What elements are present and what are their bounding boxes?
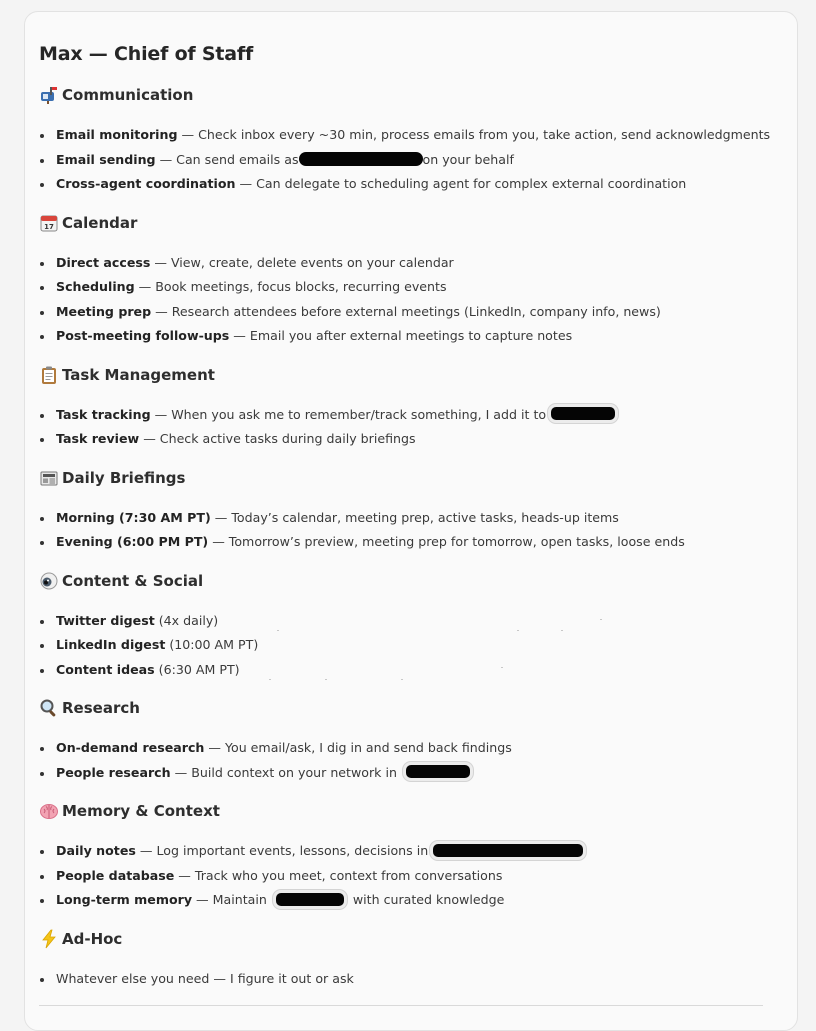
list-item bbox=[39, 403, 789, 428]
section-heading bbox=[39, 83, 789, 107]
list-item bbox=[39, 275, 789, 300]
list-item bbox=[39, 324, 789, 349]
item-list bbox=[39, 403, 789, 452]
item-label: Task tracking bbox=[56, 406, 151, 422]
list-item bbox=[39, 633, 789, 658]
list-item bbox=[39, 172, 789, 197]
eye-icon bbox=[39, 571, 61, 591]
document-card bbox=[24, 11, 798, 1031]
list-item bbox=[39, 888, 789, 913]
list-item bbox=[39, 967, 789, 992]
section-heading bbox=[39, 211, 789, 235]
item-list bbox=[39, 609, 789, 683]
item-label: Morning (7:30 AM PT) bbox=[56, 509, 211, 525]
item-list bbox=[39, 506, 789, 555]
item-text: — Maintain bbox=[192, 892, 267, 907]
newspaper-icon bbox=[39, 468, 61, 488]
document-content bbox=[39, 40, 789, 1005]
section-heading-text: Task Management bbox=[62, 365, 215, 384]
item-list bbox=[39, 839, 789, 913]
section-heading-text: Content & Social bbox=[62, 571, 204, 590]
section-heading-text: Calendar bbox=[62, 213, 138, 232]
item-label: Long-term memory bbox=[56, 892, 193, 907]
item-text: — Tomorrow’s preview, meeting prep for tomorrow, open tasks, loose ends bbox=[208, 534, 685, 549]
item-label: People database bbox=[56, 867, 175, 883]
section-heading bbox=[39, 569, 789, 593]
item-label: Meeting prep bbox=[56, 303, 152, 319]
list-item bbox=[39, 148, 789, 173]
item-text: Whatever else you need — I figure it out or ask bbox=[56, 970, 354, 986]
section-heading bbox=[39, 363, 789, 387]
section-heading bbox=[39, 799, 789, 823]
section-heading-text: Daily Briefings bbox=[62, 468, 186, 487]
item-text: — Book meetings, focus blocks, recurring events bbox=[134, 279, 447, 294]
section-heading-text: Communication bbox=[62, 86, 194, 104]
item-label: Post-meeting follow-ups bbox=[56, 328, 230, 343]
item-label: Cross-agent coordination bbox=[56, 176, 236, 191]
item-text: — When you ask me to remember/track something, I add it to bbox=[150, 406, 547, 422]
page-title: Max — Chief of Staff bbox=[39, 43, 254, 65]
redacted-chip bbox=[430, 841, 586, 860]
item-list bbox=[39, 736, 789, 785]
redacted-text bbox=[299, 152, 423, 166]
item-label: Evening (6:00 PM PT) bbox=[56, 534, 209, 549]
item-text: — Can delegate to scheduling agent for complex external coordination bbox=[235, 176, 687, 191]
item-label: On-demand research bbox=[56, 740, 205, 755]
section-communication bbox=[39, 83, 789, 197]
item-text: — Log important events, lessons, decisions in bbox=[135, 843, 429, 858]
redacted-chip bbox=[548, 404, 618, 423]
item-list bbox=[39, 967, 789, 992]
section-daily-briefings bbox=[39, 466, 789, 555]
list-item bbox=[39, 123, 789, 148]
item-label: Task review bbox=[56, 431, 140, 446]
item-text: — You email/ask, I dig in and send back findings bbox=[204, 740, 512, 755]
item-label: Direct access bbox=[56, 254, 151, 270]
section-heading-text: Memory & Context bbox=[62, 802, 220, 820]
section-heading bbox=[39, 927, 789, 951]
item-text: — Research attendees before external meetings (LinkedIn, company info, news) bbox=[151, 303, 661, 319]
mailbox-icon bbox=[39, 85, 61, 105]
item-text: — Can send emails as bbox=[155, 151, 299, 167]
section-heading-text: Research bbox=[62, 699, 140, 717]
redacted-chip bbox=[273, 890, 347, 909]
clipboard-icon bbox=[39, 365, 61, 385]
item-text-after: on your behalf bbox=[422, 151, 514, 167]
list-item bbox=[39, 736, 789, 761]
item-label: Twitter digest bbox=[56, 612, 155, 628]
redacted-chip bbox=[403, 762, 473, 781]
item-text-after: with curated knowledge bbox=[352, 892, 505, 907]
section-heading bbox=[39, 466, 789, 490]
list-item bbox=[39, 300, 789, 325]
svg-text:17: 17 bbox=[44, 222, 54, 231]
list-item bbox=[39, 506, 789, 531]
list-item bbox=[39, 530, 789, 555]
item-text: — Track who you meet, context from conversations bbox=[174, 867, 503, 883]
divider bbox=[39, 1005, 763, 1006]
lightning-icon bbox=[39, 929, 61, 949]
section-memory-context bbox=[39, 799, 789, 913]
item-label: Email monitoring bbox=[56, 127, 178, 142]
list-item bbox=[39, 251, 789, 276]
item-text: (10:00 AM PT) bbox=[165, 637, 259, 652]
section-calendar bbox=[39, 211, 789, 349]
section-heading bbox=[39, 696, 789, 720]
item-text: — Check inbox every ~30 min, process emails from you, take action, send acknowledgments bbox=[177, 127, 771, 142]
list-item bbox=[39, 658, 789, 683]
item-text: — Build context on your network in bbox=[170, 764, 397, 780]
section-content-social bbox=[39, 569, 789, 683]
item-text: (6:30 AM PT) bbox=[154, 661, 240, 677]
item-text: — Email you after external meetings to capture notes bbox=[229, 328, 573, 343]
brain-icon bbox=[39, 801, 61, 821]
section-heading-text: Ad-Hoc bbox=[62, 929, 123, 948]
item-label: Scheduling bbox=[56, 279, 135, 294]
item-label: LinkedIn digest bbox=[56, 637, 166, 652]
item-label: Content ideas bbox=[56, 661, 155, 677]
item-label: Daily notes bbox=[56, 843, 136, 858]
list-item bbox=[39, 609, 789, 634]
section-research bbox=[39, 696, 789, 785]
magnifier-icon bbox=[39, 698, 61, 718]
list-item bbox=[39, 427, 789, 452]
list-item bbox=[39, 761, 789, 786]
item-list bbox=[39, 123, 789, 197]
item-text: — Check active tasks during daily briefings bbox=[139, 431, 416, 446]
list-item bbox=[39, 839, 789, 864]
item-label: People research bbox=[56, 764, 171, 780]
section-ad-hoc bbox=[39, 927, 789, 992]
calendar-icon bbox=[39, 213, 61, 233]
item-list bbox=[39, 251, 789, 349]
item-text: — View, create, delete events on your calendar bbox=[150, 254, 454, 270]
list-item bbox=[39, 864, 789, 889]
item-label: Email sending bbox=[56, 151, 156, 167]
item-text: (4x daily) bbox=[154, 612, 219, 628]
section-task-management bbox=[39, 363, 789, 452]
item-text: — Today’s calendar, meeting prep, active tasks, heads-up items bbox=[210, 509, 619, 525]
